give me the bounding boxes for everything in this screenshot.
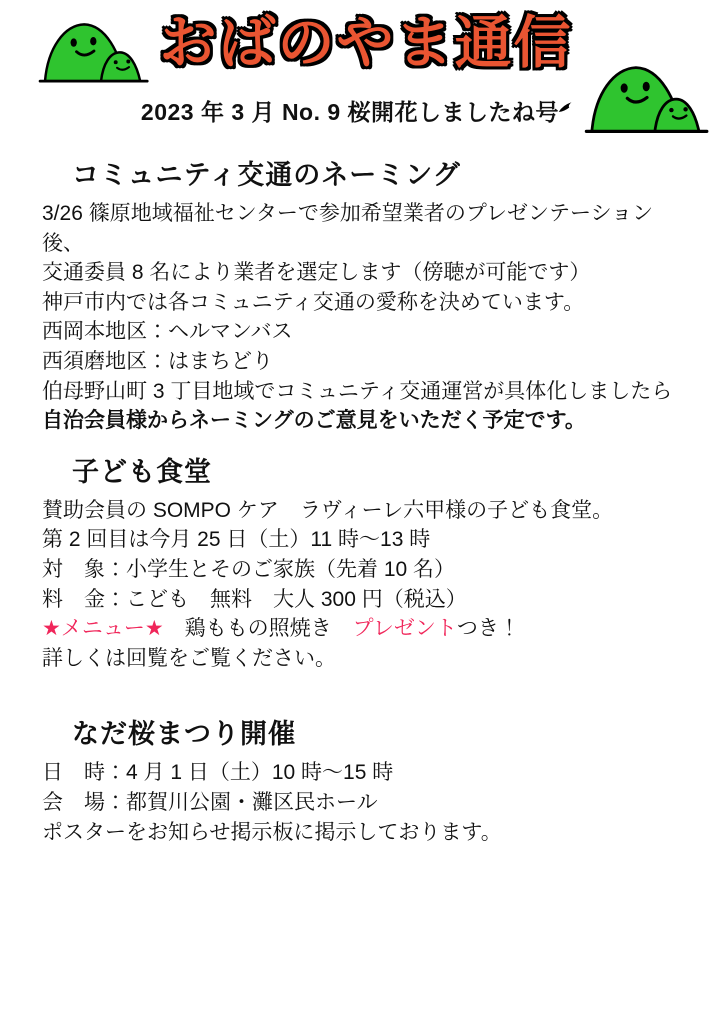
newsletter-body bbox=[0, 142, 724, 847]
text-segment: ★メニュー★ bbox=[42, 617, 164, 641]
section-nada-sakura-matsuri bbox=[42, 717, 684, 847]
text-segment: 西須磨地区：はまちどり bbox=[42, 349, 273, 373]
text-segment: 会 場：都賀川公園・灘区民ホール bbox=[42, 790, 378, 814]
mountain-pair-icon bbox=[584, 56, 710, 139]
text-segment: 伯母野山町 3 丁目地域でコミュニティ交通運営が具体化しましたら bbox=[42, 379, 673, 403]
text-segment: 自治会員様からネーミングのご意見をいただく予定です。 bbox=[42, 409, 586, 433]
text-segment: 料 金：こども 無料 大人 300 円（税込） bbox=[42, 587, 467, 611]
body-line bbox=[42, 788, 684, 818]
text-segment: 鶏ももの照焼き bbox=[163, 617, 353, 641]
body-line bbox=[42, 585, 684, 615]
newsletter-header bbox=[0, 0, 724, 142]
body-line bbox=[42, 406, 684, 436]
text-segment: 詳しくは回覧をご覧ください。 bbox=[42, 646, 336, 670]
text-segment: 対 象：小学生とそのご家族（先着 10 名） bbox=[42, 557, 456, 581]
text-segment: 交通委員 8 名により業者を選定します（傍聴が可能です） bbox=[42, 261, 591, 285]
section-community-transport-naming bbox=[42, 158, 684, 436]
body-line bbox=[42, 288, 684, 318]
body-line bbox=[42, 347, 684, 377]
text-segment: 神戸市内では各コミュニティ交通の愛称を決めています。 bbox=[42, 290, 585, 314]
body-line bbox=[42, 644, 684, 674]
section-heading: 子ども食堂 bbox=[72, 456, 212, 487]
body-line bbox=[42, 317, 684, 347]
body-line bbox=[42, 377, 684, 407]
text-segment: 賛助会員の SOMPO ケア ラヴィーレ六甲様の子ども食堂。 bbox=[42, 498, 614, 522]
section-heading: コミュニティ交通のネーミング bbox=[72, 160, 461, 190]
newsletter-title: おばのやま通信 bbox=[159, 11, 573, 75]
body-line bbox=[42, 199, 684, 258]
text-segment: 3/26 篠原地域福祉センターで参加希望業者のプレゼンテーション後、 bbox=[42, 202, 654, 255]
body-line bbox=[42, 758, 684, 788]
body-line bbox=[42, 614, 684, 644]
text-segment: 第 2 回目は今月 25 日（土）11 時～13 時 bbox=[42, 528, 431, 552]
section-kodomo-shokudo bbox=[42, 455, 684, 674]
mountain-pair-icon bbox=[38, 14, 150, 88]
body-line bbox=[42, 525, 684, 555]
newsletter-subtitle: 2023 年 3 月 No. 9 桜開花しましたね号 bbox=[140, 99, 560, 125]
text-segment: つき！ bbox=[456, 617, 520, 641]
section-body bbox=[42, 758, 684, 847]
text-segment: 日 時：4 月 1 日（土）10 時～15 時 bbox=[42, 761, 394, 785]
text-segment: プレゼント bbox=[352, 617, 457, 641]
section-body bbox=[42, 496, 684, 674]
text-segment: 西岡本地区：ヘルマンバス bbox=[42, 320, 293, 344]
section-heading: なだ桜まつり開催 bbox=[72, 719, 296, 750]
body-line bbox=[42, 496, 684, 526]
body-line bbox=[42, 818, 684, 848]
body-line bbox=[42, 258, 684, 288]
bird-mark-icon bbox=[558, 101, 573, 114]
section-body bbox=[42, 199, 684, 436]
text-segment: ポスターをお知らせ掲示板に掲示しております。 bbox=[42, 820, 502, 844]
body-line bbox=[42, 555, 684, 585]
